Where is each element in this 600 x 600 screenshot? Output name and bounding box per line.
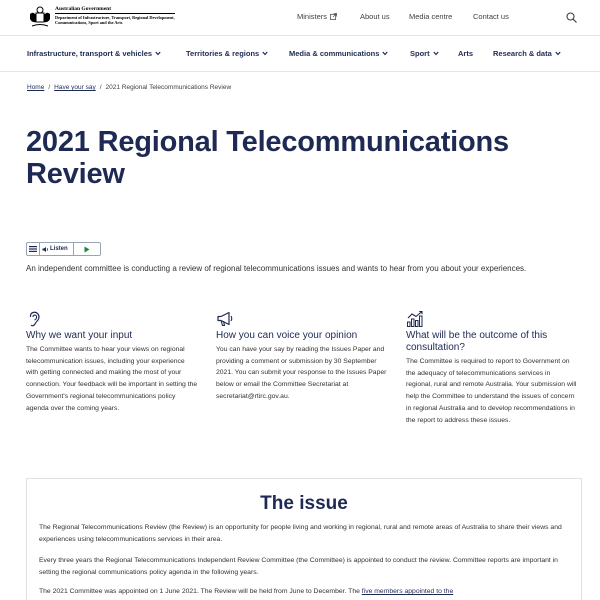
speaker-icon [42,246,49,253]
listen-menu-button[interactable] [27,243,40,255]
play-icon [84,246,90,253]
column-why-input [26,310,198,414]
chevron-down-icon [433,51,439,56]
nav-research-label: Research & data [493,49,552,58]
chevron-down-icon [555,51,561,56]
logo-government-text: Australian Government [55,6,112,12]
nav-sport[interactable] [410,49,439,58]
main-navigation [0,36,600,72]
listen-widget[interactable] [26,242,101,256]
nav-media-communications[interactable] [289,49,388,58]
breadcrumb-separator: / [48,84,51,91]
issue-heading: The issue [260,493,348,514]
top-nav-about-us[interactable]: About us [360,12,390,21]
nav-research-data[interactable] [493,49,561,58]
nav-territories[interactable] [186,49,268,58]
chart-growth-icon [406,310,424,328]
five-members-link[interactable]: five members appointed to the [361,588,454,595]
column-heading: What will be the outcome of this consultation? [406,330,548,353]
column-text: The Committee wants to hear your views on regional telecommunication issues, including your experience with getting connected and making the most of your connection. Your feedback will be important in setting the Government's regional telecommunications policy agenda over the coming years. [26,346,198,412]
nav-sport-label: Sport [410,49,430,58]
nav-media-label: Media & communications [289,49,380,58]
top-nav-ministers-label: Ministers [297,12,328,21]
top-nav-contact-us[interactable]: Contact us [473,12,509,21]
page-title: 2021 Regional Telecommunications Review [26,126,509,190]
breadcrumb-separator: / [99,84,102,91]
ear-icon [26,310,44,328]
chevron-down-icon [262,51,268,56]
menu-icon [29,246,37,252]
intro-text: An independent committee is conducting a review of regional telecommunications issues and wants to hear from you about your experiences. [26,264,527,273]
megaphone-icon [216,310,234,328]
breadcrumb [27,84,231,91]
issue-paragraph-1: The Regional Telecommunications Review (the Review) is an opportunity for people living and working in regional, rural and remote areas of Australia to share their views and experiences using telecommunications services in their area. [39,524,562,543]
logo-divider [55,13,175,14]
issue-paragraph-3 [39,586,567,598]
nav-arts[interactable]: Arts [458,49,474,58]
nav-infrastructure-label: Infrastructure, transport & vehicles [27,49,153,58]
column-voice-opinion [216,310,388,403]
government-logo[interactable] [27,4,177,32]
nav-infrastructure[interactable] [27,49,161,58]
top-nav-media-centre[interactable]: Media centre [409,12,453,21]
column-text: You can have your say by reading the Issues Paper and providing a comment or submission by 30 September 2021. You can submit your response to the Issues Paper below or email the Committee Secretariat at secretariat@rtirc.gov.au. [216,346,387,400]
chevron-down-icon [382,51,388,56]
column-heading: Why we want your input [26,330,133,341]
nav-territories-label: Territories & regions [186,49,260,58]
column-heading: How you can voice your opinion [216,330,358,341]
issue-paragraph-2: Every three years the Regional Telecommunications Independent Review Committee (the Committee) is appointed to conduct the review. Committee reports are important in setting the regional communications policy agenda in the following years. [39,557,558,576]
search-icon[interactable] [566,12,577,23]
coat-of-arms-icon [27,4,53,30]
top-nav-ministers[interactable] [297,12,337,21]
issue-paragraph-3-text: The 2021 Committee was appointed on 1 June 2021. The Review will be held from June to December. The [39,588,362,595]
speaker-icon-wrap [40,243,50,255]
column-text: The Committee is required to report to Government on the adequacy of telecommunications services in regional, rural and remote Australia. Your submission will help the Committee to understand the issues of concern in regional Australia and to develop recommendations in the report to address these issues. [406,358,577,424]
issue-section [26,478,582,600]
chevron-down-icon [155,51,161,56]
site-header [0,0,600,36]
play-button[interactable] [74,243,100,255]
external-link-icon [330,13,337,20]
breadcrumb-current: 2021 Regional Telecommunications Review [105,84,232,91]
listen-label: Listen [50,243,74,255]
breadcrumb-have-your-say[interactable]: Have your say [54,84,96,91]
column-outcome [406,310,578,426]
breadcrumb-home[interactable]: Home [27,84,45,91]
logo-department-text: Department of Infrastructure, Transport, Regional Development, Communications, Sport and the Arts [55,15,175,25]
